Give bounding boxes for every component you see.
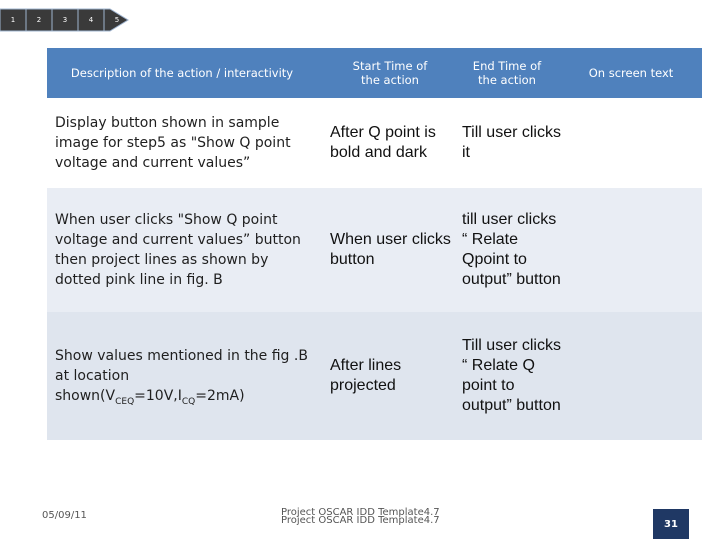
- step-1-button[interactable]: 1: [10, 16, 16, 24]
- footer-date: 05/09/11: [42, 510, 87, 521]
- table-row: [47, 98, 702, 188]
- row-end-time: till user clicks “ Relate Qpoint to output” button: [462, 211, 561, 288]
- step-5-button[interactable]: 5: [114, 16, 120, 24]
- step-3-button[interactable]: 3: [62, 16, 68, 24]
- table-row: [47, 312, 702, 440]
- row-on-screen-text: [567, 188, 697, 312]
- step-4-button[interactable]: 4: [88, 16, 94, 24]
- footer-template-name: Project OSCAR IDD Template4.7 Project OSCAR IDD Template4.7: [281, 507, 440, 526]
- row-end-time: Till user clicks “ Relate Q point to output” button: [462, 337, 561, 414]
- step-navigation: [0, 8, 132, 32]
- header-on-screen-text: On screen text: [588, 66, 674, 80]
- table-header: [47, 48, 702, 98]
- table-row: [47, 188, 702, 312]
- storyboard-table: [47, 48, 702, 440]
- row-start-time: After lines projected: [330, 357, 402, 394]
- header-end-time: End Time of the action: [472, 59, 542, 87]
- page-number-badge: 31: [653, 509, 689, 539]
- header-description: Description of the action / interactivity: [70, 66, 294, 80]
- row-description: Show values mentioned in the fig .B at location $shown(V_{CEQ}=10V,I_{CQ}=2mA)$: [55, 348, 308, 407]
- row-start-time: When user clicks button: [330, 231, 451, 268]
- row-end-time: Till user clicks it: [462, 124, 561, 161]
- row-description: When user clicks "Show Q point voltage and current values” button then project lines as shown by dotted pink line in fig. B: [55, 212, 301, 288]
- row-description: Display button shown in sample image for step5 as "Show Q point voltage and current values”: [55, 115, 291, 171]
- row-start-time: After Q point is bold and dark: [330, 124, 436, 161]
- step-2-button[interactable]: 2: [36, 16, 42, 24]
- row-on-screen-text: [567, 98, 697, 188]
- header-start-time: Start Time of the action: [352, 59, 428, 87]
- row-on-screen-text: [567, 312, 697, 440]
